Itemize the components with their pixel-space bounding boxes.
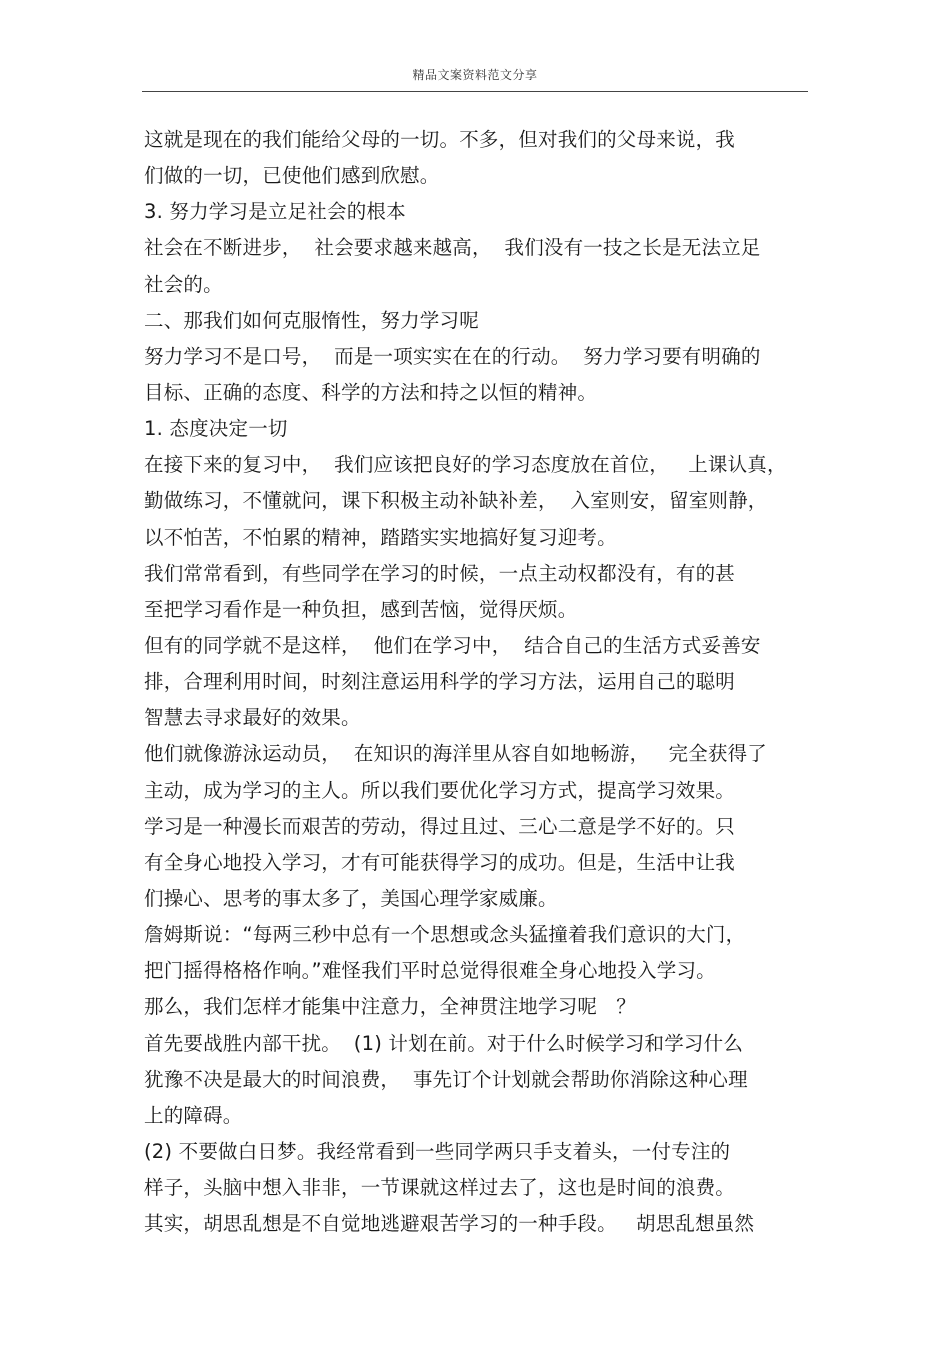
- text-line: 排，合理利用时间，时刻注意运用科学的学习方法，运用自己的聪明: [144, 670, 736, 694]
- text-line: 在接下来的复习中， 我们应该把良好的学习态度放在首位， 上课认真，: [144, 453, 787, 477]
- text-line: 主动，成为学习的主人。所以我们要优化学习方式，提高学习效果。: [144, 778, 736, 802]
- text-line: (2) 不要做白日梦。我经常看到一些同学两只手支着头，一付专注的: [144, 1139, 731, 1163]
- text-line: 努力学习不是口号， 而是一项实实在在的行动。 努力学习要有明确的: [144, 344, 761, 368]
- text-line: 首先要战胜内部干扰。 (1) 计划在前。对于什么时候学习和学习什么: [144, 1031, 744, 1055]
- text-line: 但有的同学就不是这样， 他们在学习中， 结合自己的生活方式妥善安: [144, 633, 761, 657]
- section-heading: 3. 努力学习是立足社会的根本: [144, 200, 406, 224]
- text-line: 那么，我们怎样才能集中注意力，全神贯注地学习呢 ？: [144, 995, 636, 1019]
- text-line: 们操心、思考的事太多了，美国心理学家威廉。: [144, 886, 558, 910]
- text-line: 社会在不断进步， 社会要求越来越高， 我们没有一技之长是无法立足: [144, 236, 761, 260]
- text-line: 这就是现在的我们能给父母的一切。不多，但对我们的父母来说，我: [144, 128, 736, 151]
- text-line: 把门摇得格格作响。”难怪我们平时总觉得很难全身心地投入学习。: [144, 959, 716, 983]
- section-heading: 二、那我们如何克服惰性，努力学习呢: [144, 308, 479, 332]
- page-header: 精品文案资料范文分享: [412, 68, 538, 82]
- section-heading: 1. 态度决定一切: [144, 417, 288, 441]
- text-line: 智慧去寻求最好的效果。: [144, 706, 361, 730]
- text-line: 上的障碍。: [144, 1103, 243, 1127]
- text-line: 我们常常看到，有些同学在学习的时候，一点主动权都没有，有的甚: [144, 561, 736, 585]
- document-body: [144, 122, 824, 1242]
- text-line: 他们就像游泳运动员， 在知识的海洋里从容自如地畅游， 完全获得了: [144, 742, 767, 766]
- text-line: 目标、正确的态度、科学的方法和持之以恒的精神。: [144, 380, 598, 404]
- header-divider: [142, 91, 808, 92]
- text-line: 犹豫不决是最大的时间浪费， 事先订个计划就会帮助你消除这种心理: [144, 1067, 748, 1091]
- text-line: 其实，胡思乱想是不自觉地逃避艰苦学习的一种手段。 胡思乱想虽然: [144, 1212, 755, 1236]
- text-line: 学习是一种漫长而艰苦的劳动，得过且过、三心二意是学不好的。只: [144, 814, 736, 838]
- text-line: 社会的。: [144, 272, 223, 296]
- text-line: 们做的一切，已使他们感到欣慰。: [144, 164, 440, 188]
- text-line: 詹姆斯说：“每两三秒中总有一个思想或念头猛撞着我们意识的大门，: [144, 923, 746, 947]
- text-line: 有全身心地投入学习，才有可能获得学习的成功。但是，生活中让我: [144, 850, 736, 874]
- text-line: 样子，头脑中想入非非，一节课就这样过去了，这也是时间的浪费。: [144, 1176, 736, 1200]
- text-line: 以不怕苦，不怕累的精神，踏踏实实地搞好复习迎考。: [144, 525, 617, 549]
- text-line: 至把学习看作是一种负担，感到苦恼，觉得厌烦。: [144, 597, 578, 621]
- text-line: 勤做练习，不懂就问，课下积极主动补缺补差， 入室则安，留室则静，: [144, 489, 768, 513]
